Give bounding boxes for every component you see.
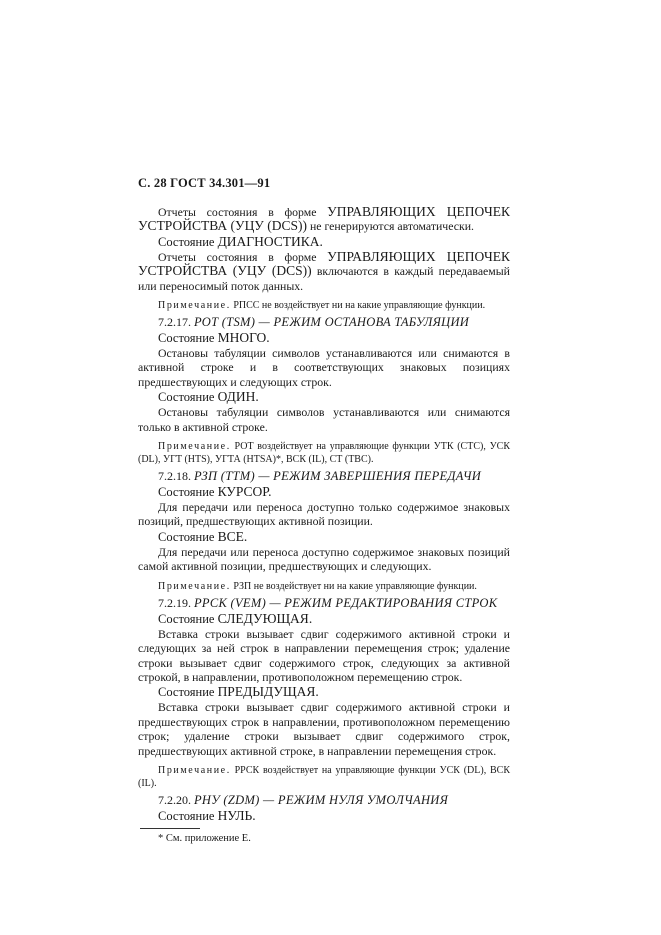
document-page (138, 176, 510, 846)
note-2: Примечание. РОТ воздействует на управляющие функции УТК (СТС), УСК (DL), УГТ (HTS), УГТА (HTSA)*, ВСК (IL), СТ (ТВС). (138, 441, 510, 466)
state-previous: Состояние ПРЕДЫДУЩАЯ. (158, 684, 319, 700)
state-next: Состояние СЛЕДУЮЩАЯ. (158, 610, 313, 626)
section-7-2-20: 7.2.20. РНУ (ZDM) — РЕЖИМ НУЛЯ УМОЛЧАНИЯ (158, 792, 449, 807)
state-many: Состояние МНОГО. (158, 330, 270, 346)
paragraph-cursor: Для передачи или переноса доступно только содержимое знаковых позиций, предшествующих активной позиции. (138, 500, 510, 529)
paragraph-status-reports-1: Отчеты состояния в форме УПРАВЛЯЮЩИХ ЦЕПОЧЕК УСТРОЙСТВА (УЦУ (DCS)) не генерируются автоматически. (138, 204, 510, 234)
paragraph-status-reports-2: Отчеты состояния в форме УПРАВЛЯЮЩИХ ЦЕПОЧЕК УСТРОЙСТВА (УЦУ (DCS)) включаются в каждый передаваемый или переносимый поток данных. (138, 248, 510, 293)
section-7-2-17: 7.2.17. РОТ (TSM) — РЕЖИМ ОСТАНОВА ТАБУЛЯЦИИ (158, 315, 470, 330)
note-1: Примечание. РПСС не воздействует ни на какие управляющие функции. (158, 300, 486, 312)
page-header: С. 28 ГОСТ 34.301—91 (138, 176, 271, 190)
paragraph-next: Вставка строки вызывает сдвиг содержимого активной строки и следующих за ней строк в направлении перемещения строк; удаление строки вызывает сдвиг содержимого строк, следующих за активной строкой, в направлении, противоположном перемещению строк. (138, 626, 510, 684)
section-7-2-18: 7.2.18. РЗП (TTM) — РЕЖИМ ЗАВЕРШЕНИЯ ПЕРЕДАЧИ (158, 469, 482, 484)
paragraph-previous: Вставка строки вызывает сдвиг содержимого активной строки и предшествующих строк в направлении, противоположном перемещению строк; удаление строки вызывает сдвиг содержимого строк, предшествующих активной строке, в направлении перемещения строк. (138, 700, 510, 758)
state-diagnostics: Состояние ДИАГНОСТИКА. (158, 233, 323, 249)
paragraph-tabs-many: Остановы табуляции символов устанавливаются или снимаются в активной строке и в соответствующих знаковых позициях предшествующих и следующих строк. (138, 346, 510, 389)
state-zero: Состояние НУЛЬ. (158, 807, 256, 823)
state-all: Состояние ВСЕ. (158, 528, 248, 544)
footnote-separator (140, 828, 200, 829)
note-3: Примечание. РЗП не воздействует ни на какие управляющие функции. (158, 580, 477, 592)
paragraph-all: Для передачи или переноса доступно содержимое знаковых позиций самой активной позиции, предшествующих и следующих. (138, 544, 510, 574)
section-7-2-19: 7.2.19. РРСК (VEM) — РЕЖИМ РЕДАКТИРОВАНИЯ СТРОК (158, 595, 498, 610)
state-one: Состояние ОДИН. (158, 389, 259, 405)
note-4: Примечание. РРСК воздействует на управляющие функции УСК (DL), ВСК (IL). (138, 764, 510, 789)
paragraph-tabs-one: Остановы табуляции символов устанавливаются или снимаются только в активной строке. (138, 405, 510, 434)
footnote: * См. приложение Е. (158, 832, 251, 844)
state-cursor: Состояние КУРСОР. (158, 484, 272, 500)
